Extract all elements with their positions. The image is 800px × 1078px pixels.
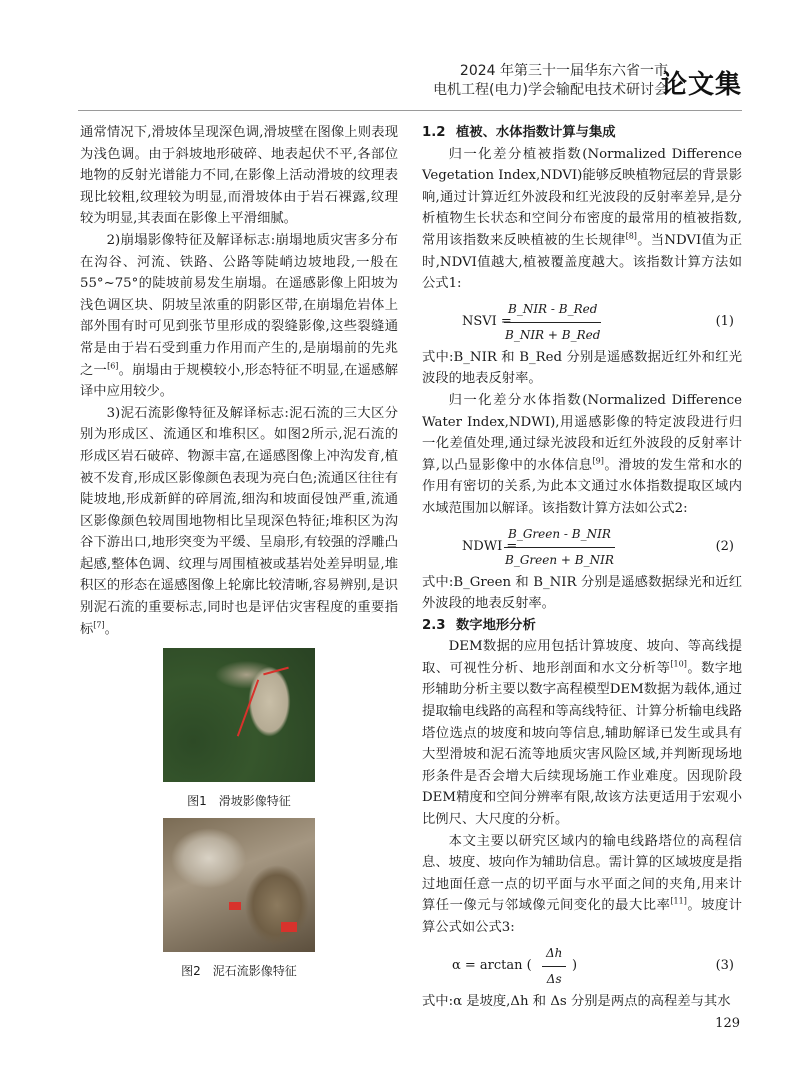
formula-close-paren: ) [572,957,578,973]
citation: [10] [670,659,687,669]
paragraph [422,347,742,390]
paragraph-text: 。当NDVI值为正时,NDVI值越大,植被覆盖度越大。该指数计算方法如公式1: [422,232,742,292]
paragraph-text: DEM数据的应用包括计算坡度、坡向、等高线提取、可视性分析、地形剖面和水文分析等 [422,639,742,676]
header-conference-lines [433,62,668,100]
paragraph-text: 归一化差分水体指数(Normalized Difference Water Index,NDWI),用遥感影像的特定波段进行归一化差值处理,通过绿光波段和近红外波段的反射率计算,以凸显影像中的水体信息 [422,392,742,473]
paragraph-text: 。滑坡的发生常和水的作用有密切的关系,为此本文通过水体指数提取区域内水域范围加以解译。该指数计算方法如公式2: [422,457,742,516]
paragraph [422,831,742,939]
paragraph-text: 2)崩塌影像特征及解译标志:崩塌地质灾害多分布在沟谷、河流、铁路、公路等陡峭边坡地段,一般在55°~75°的陡坡前易发生崩塌。在遥感影像上阳坡为浅色调区块、阴坡呈浓重的阴影区带,在崩塌危岩体上部外围有时可见到张节里形成的裂缝影像,这些裂缝通常是由于岩石受到重力作用而产生的,是崩塌前的先兆之一 [80,232,398,378]
formula-denominator: Δs [546,972,562,987]
paragraph-text: 式中:α 是坡度,Δh 和 Δs 分别是两点的高程差与其水 [422,993,731,1009]
formula-2 [422,522,742,570]
landslide-satellite-image [163,648,315,782]
paragraph [422,572,742,615]
paragraph-text: 。崩塌由于规模较小,形态特征不明显,在遥感解译中应用较少。 [80,362,399,400]
formula-fraction [504,299,601,347]
paragraph-text: 。 [104,621,118,637]
paragraph-text: 归一化差分植被指数(Normalized Difference Vegetation Index,NDVI)能够反映植物冠层的背景影响,通过计算近红外波段和红光波段的反射率差异,是分析植物生长状态和空间分布密度的最常用的植被指数,常用该指数来反映植被的生长规律 [422,146,742,248]
formula-lhs: NSVI = [462,313,512,329]
paragraph [422,636,742,830]
paragraph-text: 本文主要以研究区域内的输电线路塔位的高程信息、坡度、坡向作为辅助信息。需计算的区域坡度是指过地面任意一点的切平面与水平面之间的夹角,用来计算任一像元与邻域像元间变化的最大比率 [422,833,742,914]
paragraph [80,122,398,230]
section-title: 植被、水体指数计算与集成 [456,125,616,140]
formula-numerator: Δh [542,943,566,968]
paragraph [422,144,742,295]
formula-numerator: B_NIR - B_Red [504,299,601,324]
formula-fraction [504,524,615,572]
equation-number: (2) [715,538,734,554]
figure-2 [163,818,315,980]
citation: [11] [670,896,687,906]
section-number: 2.3 [422,617,446,633]
debris-flow-satellite-image [163,818,315,952]
paragraph-text: 式中:B_NIR 和 B_Red 分别是遥感数据近红外和红光波段的地表反射率。 [422,349,742,387]
header-proceedings-title: 论文集 [660,70,742,100]
figure-2-caption: 图2 泥石流影像特征 [181,964,297,979]
formula-numerator: B_Green - B_NIR [504,524,615,549]
formula-denominator: B_NIR + B_Red [505,328,601,343]
formula-lhs: α = arctan ( [452,957,532,973]
header-rule [78,110,742,111]
figure-1 [163,648,315,810]
figure-1-caption: 图1 滑坡影像特征 [187,794,291,809]
section-heading-1-2 [422,122,742,144]
formula-1 [422,297,742,345]
paragraph-text: 。数字地形辅助分析主要以数字高程模型DEM数据为载体,通过提取输电线路的高程和等高线特征、计算分析输电线路塔位选点的坡度和坡向等信息,辅助解译已发生或具有大型滑坡和泥石流等地质灾害风险区域,并判断现场地形条件是否会增大后续现场施工作业难度。因现阶段DEM精度和空间分辨率有限,故该方法更适用于宏观小比例尺、大尺度的分析。 [422,660,743,828]
equation-number: (1) [715,313,734,329]
formula-lhs: NDWI = [462,538,518,554]
paragraph-text: 3)泥石流影像特征及解译标志:泥石流的三大区分别为形成区、流通区和堆积区。如图2所示,泥石流的形成区岩石破碎、物源丰富,在遥感图像上冲沟发育,植被不发育,形成区影像颜色表现为亮白色;流通区往往有陡坡地,形成新鲜的碎屑流,细沟和坡面侵蚀严重,流通区影像颜色较周围地物相比呈现深色特征;堆积区为沟谷下游出口,地形突变为平缓、呈扇形,有较强的浮雕凸起感,整体色调、纹理与周围植被或基岩处差异明显,堆积区的形态在遥感图像上轮廓比较清晰,容易辨别,是识别泥石流的重要标志,同时也是评估灾害程度的重要指标 [80,405,398,637]
citation: [6] [107,361,119,371]
header-line-2: 电机工程(电力)学会输配电技术研讨会 [433,82,668,98]
running-header [382,62,742,102]
paragraph-text: 。坡度计算公式如公式3: [422,898,743,935]
right-column [422,122,742,1012]
formula-fraction [542,943,566,991]
equation-number: (3) [715,957,734,973]
left-column [80,122,398,980]
paragraph [422,390,742,520]
section-heading-2-3 [422,615,742,637]
page-number: 129 [715,1016,740,1031]
header-line-1: 2024 年第三十一届华东六省一市 [459,63,668,79]
paragraph-text: 通常情况下,滑坡体呈现深色调,滑坡壁在图像上则表现为浅色调。由于斜坡地形破碎、地表起伏不平,各部位地物的反射光谱能力不同,在影像上活动滑坡的纹理表现比较粗,纹理较为明显,而滑坡体由于岩石裸露,纹理较为明显,其表面在影像上平滑细腻。 [80,125,398,227]
paragraph [80,403,398,641]
formula-3 [422,941,742,989]
formula-denominator: B_Green + B_NIR [505,553,614,568]
paragraph-text: 式中:B_Green 和 B_NIR 分别是遥感数据绿光和近红外波段的地表反射率。 [422,574,742,612]
paragraph [80,230,398,403]
section-number: 1.2 [422,125,446,140]
citation: [7] [93,620,105,630]
paragraph [422,991,742,1013]
citation: [8] [625,231,637,241]
citation: [9] [592,456,604,466]
section-title: 数字地形分析 [456,617,536,633]
